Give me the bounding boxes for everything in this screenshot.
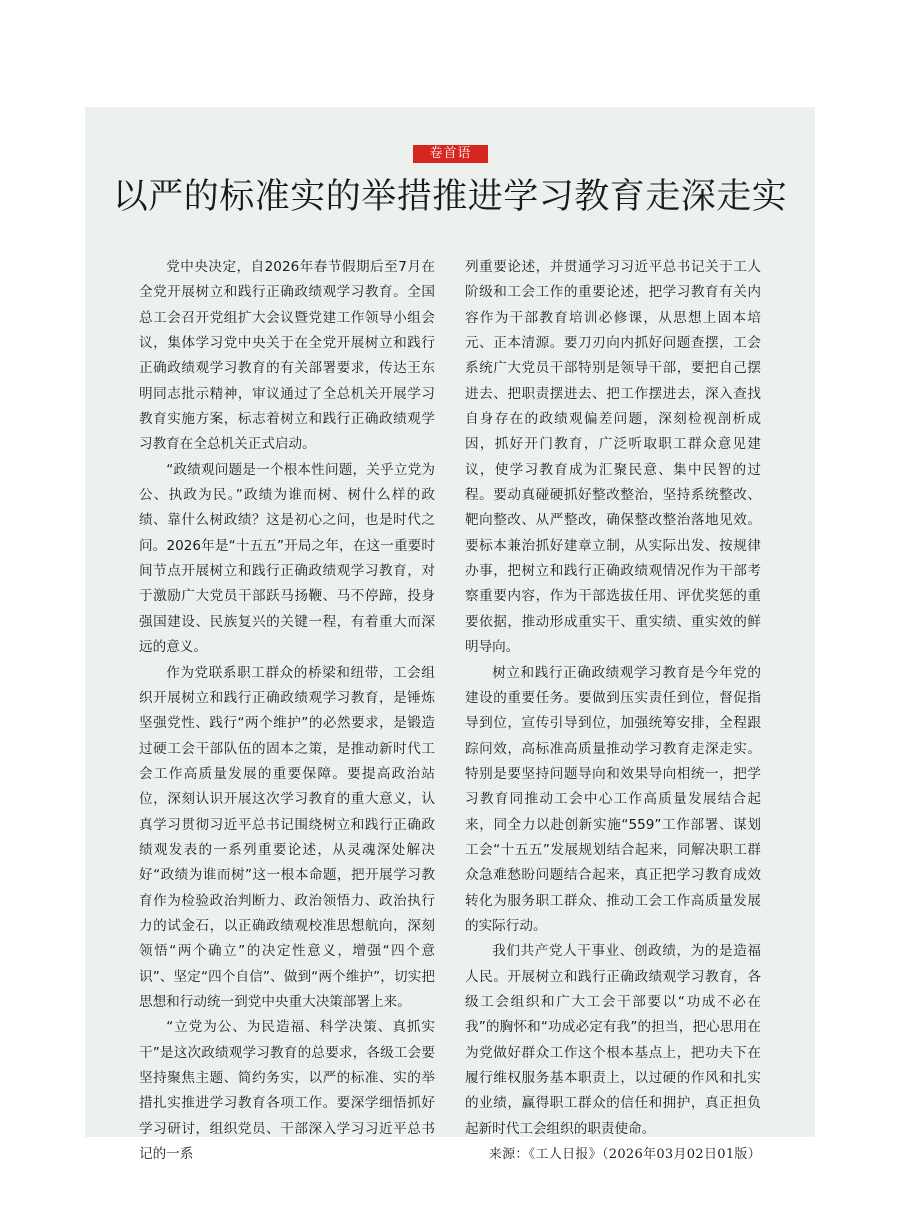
paragraph-continued: 列重要论述，并贯通学习习近平总书记关于工人阶级和工会工作的重要论述，把学习教育有关内容作为干部教育培训必修课，从思想上固本培元、正本清源。要刀刃向内抓好问题查摆，工会系统广大党员干部特别是领导干部，要把自己摆进去、把职责摆进去、把工作摆进去，深入查找自身存在的政绩观偏差问题，深刻检视剖析成因，抓好开门教育，广泛听取职工群众意见建议，使学习教育成为汇聚民意、集中民智的过程。要动真碰硬抓好整改整治，坚持系统整改、靶向整改、从严整改，确保整改整治落地见效。要标本兼治抓好建章立制，从实际出发、按规律办事，把树立和践行正确政绩观情况作为干部考察重要内容，作为干部选拔任用、评优奖惩的重要依据，推动形成重实干、重实绩、重实效的鲜明导向。 — [465, 259, 761, 656]
source-citation: 来源：《工人日报》（2026年03月02日01版） — [488, 1147, 761, 1163]
left-column — [139, 255, 435, 1167]
paragraph: 树立和践行正确政绩观学习教育是今年党的建设的重要任务。要做到压实责任到位，督促指导到位，宣传引导到位，加强统筹安排，全程跟踪问效，高标准高质量推动学习教育走深走实。特别是要坚持问题导向和效果导向相统一，把学习教育同推动工会中心工作高质量发展结合起来，同全力以赴创新实施“559”工作部署、谋划工会“十五五”发展规划结合起来，同解决职工群众急难愁盼问题结合起来，真正把学习教育成效转化为服务职工群众、推动工会工作高质量发展的实际行动。 — [465, 664, 761, 934]
paragraph: “立党为公、为民造福、科学决策、真抓实干”是这次政绩观学习教育的总要求，各级工会要坚持聚焦主题、简约务实，以严的标准、实的举措扎实推进学习教育各项工作。要深学细悟抓好学习研讨，组织党员、干部深入学习习近平总书记的一系 — [139, 1019, 435, 1163]
article-title: 以严的标准实的举措推进学习教育走深走实 — [112, 177, 788, 217]
paragraph: 我们共产党人干事业、创政绩，为的是造福人民。开展树立和践行正确政绩观学习教育，各级工会组织和广大工会干部要以“功成不必在我”的胸怀和“功成必定有我”的担当，把心思用在为党做好群众工作这个根本基点上，把功夫下在履行维权服务基本职责上，以过硬的作风和扎实的业绩，赢得职工群众的信任和拥护，真正担负起新时代工会组织的职责使命。 — [465, 943, 761, 1137]
paragraph: 作为党联系职工群众的桥梁和纽带，工会组织开展树立和践行正确政绩观学习教育，是锤炼坚强党性、践行“两个维护”的必然要求，是锻造过硬工会干部队伍的固本之策，是推动新时代工会工作高质量发展的重要保障。要提高政治站位，深刻认识开展这次学习教育的重大意义，认真学习贯彻习近平总书记围绕树立和践行正确政绩观发表的一系列重要论述，从灵魂深处解决好“政绩为谁而树”这一根本命题，把开展学习教育作为检验政治判断力、政治领悟力、政治执行力的试金石，以正确政绩观校准思想航向，深刻领悟“两个确立”的决定性意义，增强“四个意识”、坚定“四个自信”、做到“两个维护”，切实把思想和行动统一到党中央重大决策部署上来。 — [139, 664, 435, 1010]
section-tag: 卷首语 — [413, 145, 488, 163]
right-column — [465, 255, 761, 1167]
paragraph: 党中央决定，自2026年春节假期后至7月在全党开展树立和践行正确政绩观学习教育。全国总工会召开党组扩大会议暨党建工作领导小组会议，集体学习党中央关于在全党开展树立和践行正确政绩观学习教育的有关部署要求，传达王东明同志批示精神，审议通过了全总机关开展学习教育实施方案，标志着树立和践行正确政绩观学习教育在全总机关正式启动。 — [139, 259, 435, 453]
paragraph: “政绩观问题是一个根本性问题，关乎立党为公、执政为民。”政绩为谁而树、树什么样的政绩、靠什么树政绩？这是初心之问，也是时代之问。2026年是“十五五”开局之年，在这一重要时间节点开展树立和践行正确政绩观学习教育，对于激励广大党员干部跃马扬鞭、马不停蹄，投身强国建设、民族复兴的关键一程，有着重大而深远的意义。 — [139, 461, 435, 656]
